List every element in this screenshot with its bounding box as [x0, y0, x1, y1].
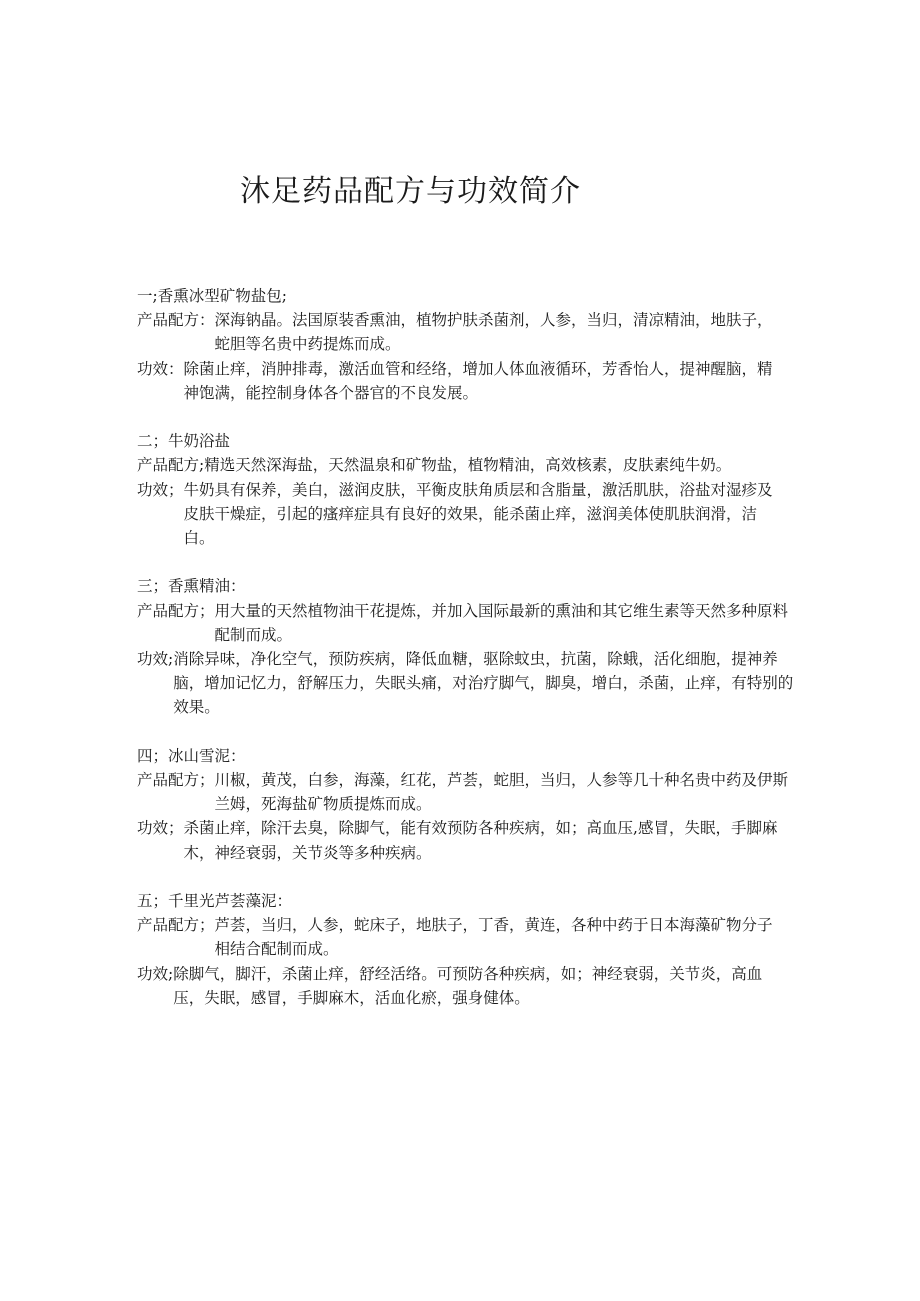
effect-entry [137, 478, 797, 551]
effect-text: 牛奶具有保养，美白，滋润皮肤，平衡皮肤角质层和含脂量，激活肌肤，浴盐对湿疹及皮肤干燥症，引起的瘙痒症具有良好的效果，能杀菌止痒，滋润美体使肌肤润滑，洁白。 [183, 480, 773, 548]
section-4 [137, 744, 797, 865]
formula-text: ;精选天然深海盐，天然温泉和矿物盐，植物精油，高效核素，皮肤素纯牛奶。 [199, 456, 732, 475]
effect-text: 消除异味，净化空气，预防疾病，降低血糖，驱除蚊虫，抗菌，除蛾，活化细胞，提神养脑，增加记忆力，舒解压力，失眠头痛，对治疗脚气，脚臭，增白，杀菌，止痒，有特别的效果。 [173, 650, 794, 717]
section-heading: 一;香熏冰型矿物盐包; [137, 287, 287, 305]
formula-text: 川椒，黄茂，白参，海藻，红花，芦荟，蛇胆，当归，人参等几十种名贵中药及伊斯兰姆，死海盐矿物质提炼而成。 [214, 771, 789, 814]
formula-text: 深海钠晶。法国原装香熏油，植物护肤杀菌剂，人参，当归，清凉精油，地肤子，蛇胆等名贵中药提炼而成。 [214, 311, 773, 354]
section-heading: 二；牛奶浴盐 [137, 432, 231, 451]
section-heading: 三；香熏精油： [137, 577, 246, 596]
formula-label: 产品配方； [137, 771, 215, 790]
formula-text: 芦荟，当归，人参，蛇床子，地肤子，丁香，黄连，各种中药于日本海藻矿物分子相结合配制而成。 [214, 916, 773, 959]
formula-label: 产品配方； [137, 601, 215, 620]
formula-label: 产品配方； [137, 916, 215, 935]
effect-label: 功效； [137, 819, 184, 838]
effect-entry [137, 647, 797, 720]
effect-text: 除菌止痒，消肿排毒，激活血管和经络，增加人体血液循环，芳香怡人，提神醒脑，精神饱满，能控制身体各个器官的不良发展。 [183, 359, 773, 402]
formula-label: 产品配方 [137, 456, 200, 475]
formula-text: 用大量的天然植物油干花提炼，并加入国际最新的熏油和其它维生素等天然多种原料配制而成。 [214, 601, 789, 644]
effect-label: 功效： [137, 359, 184, 378]
formula-entry [137, 768, 797, 816]
effect-text: 除脚气，脚汗，杀菌止痒，舒经活络。可预防各种疾病，如；神经衰弱，关节炎，高血压，失眠，感冒，手脚麻木，活血化瘀，强身健体。 [173, 964, 763, 1007]
effect-text: 杀菌止痒，除汗去臭，除脚气，能有效预防各种疾病，如；高血压,感冒，失眠，手脚麻木，神经衰弱，关节炎等多种疾病。 [183, 819, 778, 862]
formula-entry [137, 913, 797, 961]
section-heading: 四；冰山雪泥： [137, 746, 246, 765]
section-1 [137, 284, 797, 405]
section-3 [137, 574, 797, 719]
page-title: 沐足药品配方与功效简介 [240, 174, 581, 209]
formula-label: 产品配方： [137, 311, 215, 330]
effect-entry [137, 962, 797, 1010]
section-5 [137, 889, 797, 1010]
formula-entry [137, 308, 797, 356]
effect-entry [137, 816, 797, 864]
effect-entry [137, 357, 797, 405]
formula-entry [137, 453, 797, 477]
formula-entry [137, 599, 797, 647]
section-2 [137, 429, 797, 550]
section-heading: 五；千里光芦荟藻泥： [137, 892, 293, 911]
document-body [137, 284, 797, 1034]
effect-label: 功效; [137, 650, 174, 669]
effect-label: 功效； [137, 480, 184, 499]
effect-label: 功效; [137, 964, 174, 983]
